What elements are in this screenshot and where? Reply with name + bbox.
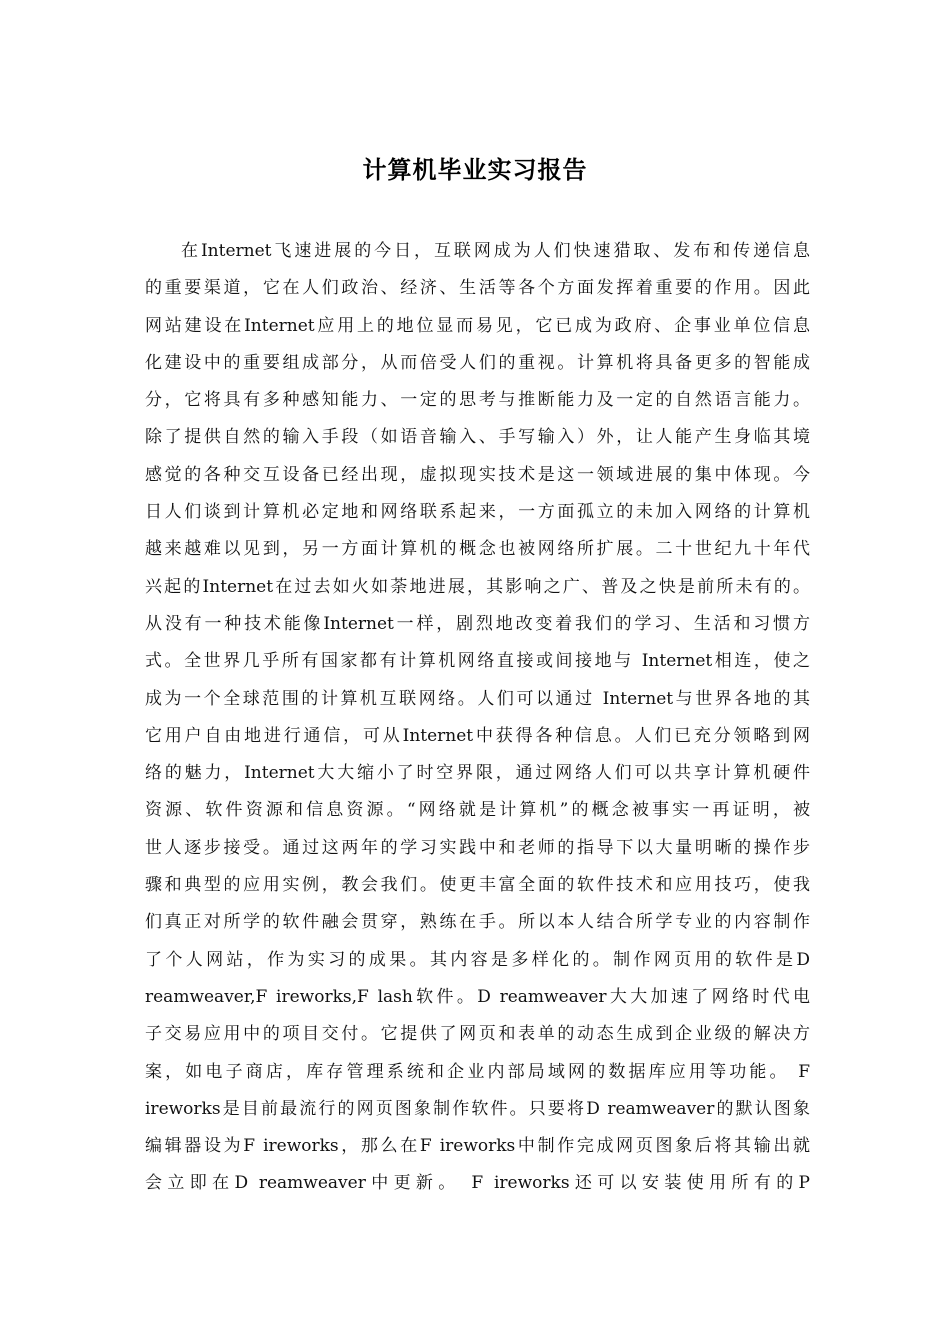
text-line: 成为一个全球范围的计算机互联网络。人们可以通过 Internet与世界各地的其 [145,688,810,709]
text-line: reamweaver,F ireworks,F lash软件。D reamweaver大大加速了网络时代电 [145,986,810,1007]
document-body [145,233,810,1203]
text-line: 日人们谈到计算机必定地和网络联系起来，一方面孤立的未加入网络的计算机 [145,502,810,523]
text-line: 分，它将具有多种感知能力、一定的思考与推断能力及一定的自然语言能力。 [145,390,810,411]
text-line: 会立即在D reamweaver中更新。 F ireworks还可以安装使用所有的P [145,1173,810,1194]
text-line: 的重要渠道，它在人们政治、经济、生活等各个方面发挥着重要的作用。因此 [145,278,810,299]
text-line: 感觉的各种交互设备已经出现，虚拟现实技术是这一领域进展的集中体现。今 [145,464,810,485]
text-line: 们真正对所学的软件融会贯穿，熟练在手。所以本人结合所学专业的内容制作 [145,912,810,933]
text-line: 兴起的Internet在过去如火如荼地进展，其影响之广、普及之快是前所未有的。 [145,576,810,597]
text-line: 在Internet飞速进展的今日，互联网成为人们快速猎取、发布和传递信息 [181,241,810,261]
text-line: 网站建设在Internet应用上的地位显而易见，它已成为政府、企事业单位信息 [145,315,810,336]
document-title: 计算机毕业实习报告 [362,156,588,184]
text-line: 案，如电子商店，库存管理系统和企业内部局域网的数据库应用等功能。 F [145,1061,810,1082]
text-line: 化建设中的重要组成部分，从而倍受人们的重视。计算机将具备更多的智能成 [145,352,810,373]
text-line: 了个人网站，作为实习的成果。其内容是多样化的。制作网页用的软件是D [145,949,810,970]
text-line: 资源、软件资源和信息资源。“网络就是计算机”的概念被事实一再证明，被 [145,800,810,821]
text-line: 世人逐步接受。通过这两年的学习实践中和老师的指导下以大量明晰的操作步 [145,837,810,858]
text-line: 子交易应用中的项目交付。它提供了网页和表单的动态生成到企业级的解决方 [145,1024,810,1045]
text-line: 它用户自由地进行通信，可从Internet中获得各种信息。人们已充分领略到网 [145,725,810,746]
text-line: 骤和典型的应用实例，教会我们。使更丰富全面的软件技术和应用技巧，使我 [145,875,810,896]
text-line: 越来越难以见到，另一方面计算机的概念也被网络所扩展。二十世纪九十年代 [145,539,810,560]
text-line: 编辑器设为F ireworks，那么在F ireworks中制作完成网页图象后将其输出就 [145,1136,810,1157]
text-line: 络的魅力，Internet大大缩小了时空界限，通过网络人们可以共享计算机硬件 [145,763,810,784]
text-line: ireworks是目前最流行的网页图象制作软件。只要将D reamweaver的默认图象 [145,1098,810,1119]
text-line: 从没有一种技术能像Internet一样，剧烈地改变着我们的学习、生活和习惯方 [145,613,810,634]
text-line: 除了提供自然的输入手段（如语音输入、手写输入）外，让人能产生身临其境 [145,427,810,448]
text-line: 式。全世界几乎所有国家都有计算机网络直接或间接地与 Internet相连，使之 [145,651,810,672]
